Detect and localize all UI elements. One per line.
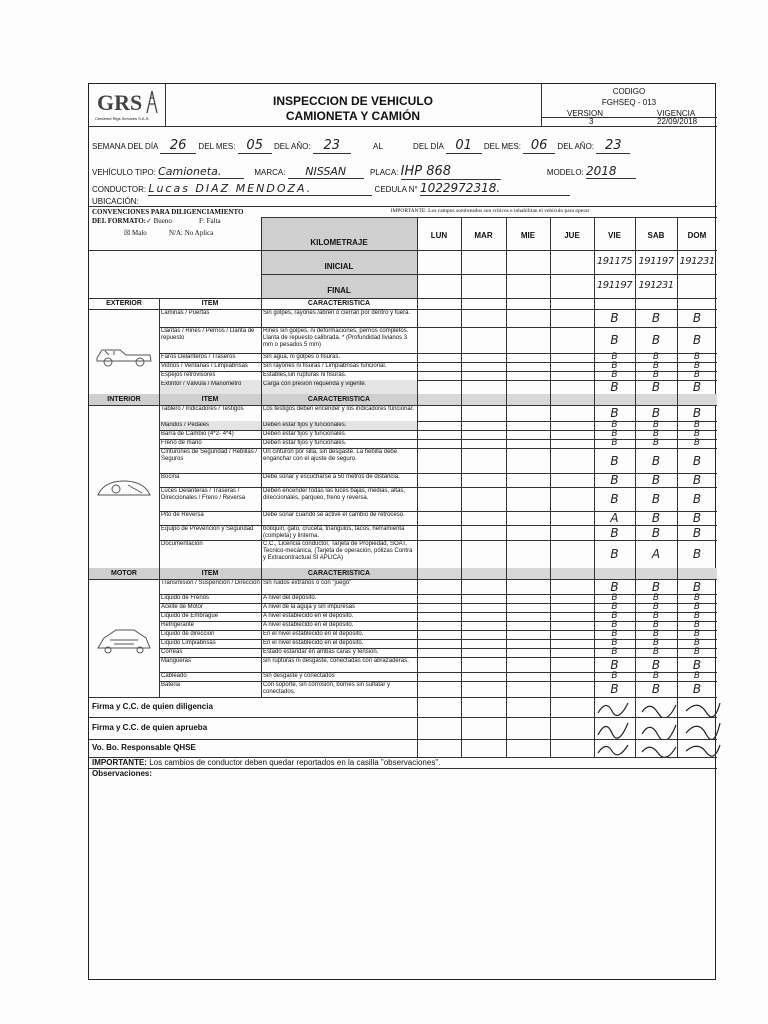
interior-mark-3-sab[interactable]: B <box>652 429 660 439</box>
exterior-item-3: Faros Delanteros / Traseros <box>161 354 236 360</box>
modelo-value[interactable]: 2018 <box>586 164 636 179</box>
motor-mark-9-sab[interactable]: B <box>651 657 661 672</box>
motor-mark-7-dom[interactable]: B <box>693 638 701 648</box>
interior-mark-5-vie[interactable]: B <box>610 453 619 468</box>
motor-car-8: Estado estandar en ambas caras y tension. <box>263 649 379 655</box>
interior-item-4: Freno de mano <box>161 440 202 446</box>
critical-fields-note: IMPORTANTE: Los campos sombreados son críticos e inhabilitan el vehículo para operar <box>390 208 590 214</box>
motor-item-9: Mangueras <box>161 658 192 664</box>
motor-mark-6-sab[interactable]: B <box>652 629 660 639</box>
interior-days-bg <box>417 394 717 405</box>
motor-car-10: Sin desgaste y conectados <box>263 673 335 679</box>
motor-mark-7-sab[interactable]: B <box>652 638 660 648</box>
motor-item-1: Transmisión / Suspención / Dirección <box>161 580 260 586</box>
exterior-car-4: Sin rayones ni fisuras / Limpiabrisas funcional. <box>263 363 387 369</box>
day-header-lun: LUN <box>430 231 448 240</box>
interior-item-10: Documentación <box>161 541 203 547</box>
version-label: VERSION <box>567 109 604 118</box>
motor-car-1: Sin ruidos extraños o con "juego" <box>263 580 352 586</box>
motor-car-header: CARACTERISTICA <box>307 570 371 577</box>
interior-mark-8-vie[interactable]: A <box>610 511 619 525</box>
motor-mark-1-dom[interactable]: B <box>692 579 702 594</box>
exterior-mark-2-dom[interactable]: B <box>692 333 702 347</box>
interior-item-6: Bocina <box>161 474 180 480</box>
interior-mark-7-sab[interactable]: B <box>651 492 661 506</box>
motor-mark-10-vie[interactable]: B <box>611 671 618 681</box>
motor-item-10: Cableado <box>161 673 187 679</box>
motor-mark-3-vie[interactable]: B <box>611 602 618 612</box>
interior-mark-2-sab[interactable]: B <box>652 420 660 430</box>
exterior-mark-3-vie[interactable]: B <box>611 352 618 362</box>
motor-car-11: Con soporte, sin corrosión, bornes sin sulfatar y conectados. <box>263 682 391 695</box>
interior-mark-7-vie[interactable]: B <box>610 492 619 506</box>
interior-mark-6-dom[interactable]: B <box>692 473 702 487</box>
exterior-item-header: ITEM <box>201 300 219 307</box>
motor-item-6: Liquido de direccion <box>161 631 215 637</box>
interior-car-10: C.C., Licencia conductor, Tarjeta de Propiedad, SOAT, Tecnico-mecánica, (Tarjeta de operación, pólizas Contra y Extracontractual SI APLICA) <box>263 541 413 561</box>
exterior-mark-6-dom[interactable]: B <box>692 380 702 394</box>
interior-car-2: Deben estar fijos y funcionales. <box>263 422 347 428</box>
interior-car-4: Deben estar fijos y funcionales. <box>263 440 347 446</box>
vigencia-label: VIGENCIA <box>657 109 696 118</box>
vigencia-value: 22/09/2018 <box>657 117 698 126</box>
car-interior-icon <box>94 475 154 503</box>
exterior-mark-1-sab[interactable]: B <box>651 311 661 325</box>
interior-car-9: botiquin, gato, cruceta, triangulos, tacos, herramienta (completa) y linterna. <box>263 526 405 539</box>
interior-car-5: Un cinturon por silla, sin desgaste. La hebilla debe enganchar con el ajuste de seguro. <box>263 449 398 462</box>
interior-item-5: Cinturones de Seguridad / Hebillas / Seguros <box>161 449 258 462</box>
exterior-mark-5-sab[interactable]: B <box>652 370 660 380</box>
interior-mark-10-vie[interactable]: B <box>610 547 619 561</box>
motor-mark-2-dom[interactable]: B <box>693 593 701 603</box>
del-ano2-label: DEL AÑO: <box>557 142 595 151</box>
tipo-label: VEHÍCULO TIPO: <box>92 168 156 177</box>
motor-mark-5-dom[interactable]: B <box>693 620 701 630</box>
interior-car-1: Los testigos deben encender y los indicadores funcionar. <box>263 406 415 412</box>
convention-na: N/A: No Aplica <box>169 229 214 237</box>
exterior-mark-1-vie[interactable]: B <box>610 311 619 325</box>
motor-mark-4-dom[interactable]: B <box>693 611 701 621</box>
signature-scribble-2 <box>594 717 724 739</box>
interior-mark-8-dom[interactable]: B <box>692 511 702 525</box>
interior-mark-2-vie[interactable]: B <box>611 420 618 430</box>
form-title-line1: INSPECCION DE VEHICULO <box>272 94 434 108</box>
motor-days-bg <box>417 568 717 579</box>
interior-mark-10-dom[interactable]: B <box>692 547 702 561</box>
logo-text: GRS <box>97 90 143 115</box>
interior-mark-4-sab[interactable]: B <box>652 438 660 448</box>
motor-mark-11-vie[interactable]: B <box>610 682 619 696</box>
interior-section-label: INTERIOR <box>107 396 141 403</box>
exterior-mark-5-vie[interactable]: B <box>611 370 618 380</box>
motor-item-2: Liquido de Frenos <box>161 595 210 601</box>
km-inicial-label: INICIAL <box>324 262 354 271</box>
oil-rig-icon <box>145 90 159 114</box>
exterior-item-1: Laminas / Puertas <box>161 310 210 316</box>
interior-mark-1-dom[interactable]: B <box>692 406 702 420</box>
day-header-jue: JUE <box>564 231 580 240</box>
motor-mark-8-vie[interactable]: B <box>611 647 618 657</box>
motor-car-7: En el nivel establecido en el depósito. <box>263 640 364 646</box>
interior-mark-3-vie[interactable]: B <box>611 429 618 439</box>
interior-mark-2-dom[interactable]: B <box>693 420 701 430</box>
exterior-car-header: CARACTERISTICA <box>307 300 371 307</box>
exterior-car-6: Carga con presión requerida y vigente. <box>263 381 367 387</box>
logo-subtitle: Centered Rigs Services S.A.S. <box>95 116 150 121</box>
motor-mark-2-sab[interactable]: B <box>652 593 660 603</box>
motor-mark-4-vie[interactable]: B <box>611 611 618 621</box>
exterior-mark-3-sab[interactable]: B <box>652 352 660 362</box>
motor-mark-3-dom[interactable]: B <box>693 602 701 612</box>
interior-item-9: Equipo de Prevención y Seguridad <box>161 526 254 532</box>
conventions-title: CONVENCIONES PARA DILIGENCIAMIENTO <box>92 208 244 216</box>
exterior-car-5: Estables,sin rupturas ni fisuras. <box>263 372 347 378</box>
marca-label: MARCA: <box>254 168 286 177</box>
motor-car-2: A nivel del depósito. <box>263 595 317 601</box>
interior-mark-9-dom[interactable]: B <box>692 525 702 540</box>
motor-mark-6-vie[interactable]: B <box>611 629 618 639</box>
motor-mark-9-vie[interactable]: B <box>610 657 619 672</box>
exterior-mark-2-vie[interactable]: B <box>610 333 619 347</box>
interior-mark-4-vie[interactable]: B <box>611 438 618 448</box>
semana-ano1[interactable]: 23 <box>313 138 351 154</box>
exterior-mark-3-dom[interactable]: B <box>693 352 701 362</box>
version-value: 3 <box>589 117 594 126</box>
exterior-item-6: Extintor / Válvula / Manometro <box>161 381 242 387</box>
week-line <box>92 138 714 154</box>
motor-item-8: Correas <box>161 649 183 655</box>
motor-mark-1-sab[interactable]: B <box>651 579 661 594</box>
interior-mark-6-sab[interactable]: B <box>651 473 661 487</box>
exterior-item-4: Vidrios / Ventanas / Limpiabrisas <box>161 363 248 369</box>
exterior-section-label: EXTERIOR <box>106 300 142 307</box>
exterior-car-1: Sin golpes, rayones /abren o cierran por dentro y fuera. <box>263 310 411 316</box>
conductor-label: CONDUCTOR: <box>92 185 147 194</box>
interior-item-8: Pito de Reversa <box>161 512 204 518</box>
km-inicial-vie[interactable]: 191175 <box>596 256 633 267</box>
exterior-mark-6-sab[interactable]: B <box>651 380 661 394</box>
interior-mark-4-dom[interactable]: B <box>693 438 701 448</box>
day-header-sab: SAB <box>647 231 665 240</box>
signature-scribble-1 <box>594 697 724 717</box>
motor-mark-5-vie[interactable]: B <box>611 620 618 630</box>
motor-mark-3-sab[interactable]: B <box>652 602 660 612</box>
exterior-car-3: Sin agua, ni golpes o fisuras. <box>263 354 341 360</box>
interior-mark-3-dom[interactable]: B <box>693 429 701 439</box>
interior-car-3: Deben estar fijos y funcionales. <box>263 431 347 437</box>
motor-car-4: A nivel establecido en el depósito. <box>263 613 354 619</box>
motor-item-5: Refrigerante <box>161 622 195 628</box>
motor-section-label: MOTOR <box>111 570 137 577</box>
motor-item-4: Liquido de Embrague <box>161 613 219 619</box>
importante-note <box>92 758 440 767</box>
exterior-mark-6-vie[interactable]: B <box>610 380 619 394</box>
motor-mark-9-dom[interactable]: B <box>692 657 702 672</box>
firma-diligencia-label: Firma y C.C. de quien diligencia <box>92 702 213 711</box>
vehicle-line <box>92 164 714 180</box>
interior-item-1: Tablero / Indicadores / Testigos <box>161 406 244 412</box>
convention-bueno: ✓ Bueno <box>146 217 172 225</box>
motor-mark-11-dom[interactable]: B <box>692 682 702 696</box>
interior-mark-9-vie[interactable]: B <box>610 525 619 540</box>
motor-mark-8-dom[interactable]: B <box>693 647 701 657</box>
interior-mark-1-vie[interactable]: B <box>610 406 619 420</box>
interior-item-header: ITEM <box>201 396 219 403</box>
motor-mark-2-vie[interactable]: B <box>611 593 618 603</box>
pickup-truck-icon <box>94 340 154 368</box>
company-logo <box>93 88 163 122</box>
codigo-label: CODIGO <box>612 87 646 96</box>
semana-dia2[interactable]: 01 <box>446 138 482 154</box>
motor-item-3: Aceite de Motor <box>161 604 204 610</box>
km-final-vie[interactable]: 191197 <box>596 280 633 291</box>
vobo-qhse-label: Vo. Bo. Responsable QHSE <box>92 743 196 752</box>
interior-mark-10-sab[interactable]: A <box>651 547 661 561</box>
motor-mark-10-dom[interactable]: B <box>693 671 701 681</box>
exterior-mark-1-dom[interactable]: B <box>692 311 702 325</box>
firma-aprueba-label: Firma y C.C. de quien aprueba <box>92 723 208 732</box>
form-title-line2: CAMIONETA Y CAMIÓN <box>285 109 421 123</box>
motor-mark-8-sab[interactable]: B <box>652 647 660 657</box>
car-engine-icon <box>94 626 154 654</box>
motor-mark-1-vie[interactable]: B <box>610 579 619 594</box>
del-mes1-label: DEL MES: <box>198 142 236 151</box>
motor-mark-5-sab[interactable]: B <box>652 620 660 630</box>
del-mes2-label: DEL MES: <box>483 142 521 151</box>
al-label: AL <box>373 142 383 151</box>
motor-mark-6-dom[interactable]: B <box>693 629 701 639</box>
motor-mark-7-vie[interactable]: B <box>611 638 618 648</box>
exterior-mark-2-sab[interactable]: B <box>651 333 661 347</box>
interior-item-7: Luces Delanteras / Traseras / Direccionales / Freno / Reversa <box>161 488 246 501</box>
motor-mark-11-sab[interactable]: B <box>651 682 661 696</box>
interior-mark-8-sab[interactable]: B <box>651 511 661 525</box>
conductor-value[interactable]: Lucas DIAZ MENDOZA. <box>148 182 372 196</box>
exterior-mark-4-sab[interactable]: B <box>652 361 660 371</box>
km-final-label: FINAL <box>327 286 351 295</box>
interior-item-2: Mandos / Pedales <box>161 422 210 428</box>
km-final-sab[interactable]: 191231 <box>638 280 674 291</box>
motor-car-5: A nivel establecido en el depósito. <box>263 622 354 628</box>
modelo-label: MODELO: <box>546 168 584 177</box>
importante-text: Los cambios de conductor deben quedar reportados en la casilla "observaciones". <box>146 758 441 767</box>
interior-mark-5-dom[interactable]: B <box>692 453 702 468</box>
semana-label: SEMANA DEL DÍA <box>92 142 158 151</box>
cedula-value[interactable]: 1022972318. <box>420 181 570 196</box>
cedula-label: CEDULA N° <box>374 185 418 194</box>
tipo-value[interactable]: Camioneta. <box>158 165 244 179</box>
ubicacion-label: UBICACIÓN: <box>92 197 139 206</box>
inspection-form <box>88 83 716 980</box>
interior-mark-5-sab[interactable]: B <box>651 453 661 468</box>
interior-mark-6-vie[interactable]: B <box>610 473 619 487</box>
interior-mark-9-sab[interactable]: B <box>651 525 661 540</box>
interior-mark-7-dom[interactable]: B <box>692 492 702 506</box>
del-dia2-label: DEL DÍA <box>413 142 444 151</box>
motor-item-11: Bateria <box>161 682 181 688</box>
motor-car-3: A nivel de la aguja y sin impuresas <box>263 604 356 610</box>
del-ano1-label: DEL AÑO: <box>273 142 311 151</box>
day-header-dom: DOM <box>687 231 707 240</box>
semana-ano2[interactable]: 23 <box>596 138 630 154</box>
semana-mes1[interactable]: 05 <box>238 138 272 154</box>
motor-mark-10-sab[interactable]: B <box>652 671 660 681</box>
observaciones-field[interactable] <box>89 780 717 979</box>
exterior-mark-4-vie[interactable]: B <box>611 361 618 371</box>
conventions-formato: DEL FORMATO: <box>92 217 146 225</box>
marca-value[interactable]: NISSAN <box>288 165 364 179</box>
interior-car-7: Deben encender todas las luces bajas, medias, altas, direccionales, parqueo, freno y reversa. <box>263 488 406 501</box>
interior-car-header: CARACTERISTICA <box>307 396 371 403</box>
convention-malo: ☒ Malo <box>124 229 147 237</box>
interior-mark-1-sab[interactable]: B <box>651 406 661 420</box>
convention-falta: F: Falta <box>199 217 221 225</box>
interior-car-8: Debe sonar cuando se active el cambio de retroceso. <box>263 512 405 518</box>
km-title: KILOMETRAJE <box>310 238 368 247</box>
km-inicial-sab[interactable]: 191197 <box>638 256 674 267</box>
exterior-item-2: Llantas / Rines / Pernos / Llanta de repuesto <box>161 328 255 341</box>
semana-mes2[interactable]: 06 <box>523 138 555 154</box>
motor-car-9: sin rupturas ni desgaste, conectadas con abrazaderas. <box>263 658 409 664</box>
placa-label: PLACA: <box>369 168 399 177</box>
semana-dia1[interactable]: 26 <box>160 138 196 154</box>
importante-label: IMPORTANTE: <box>92 758 147 767</box>
exterior-mark-5-dom[interactable]: B <box>693 370 701 380</box>
interior-item-3: Barra de Cambio (4*2- 4*4) <box>161 431 234 437</box>
signature-scribble-3 <box>594 739 724 757</box>
motor-item-header: ITEM <box>201 570 219 577</box>
placa-value[interactable]: IHP 868 <box>401 164 501 180</box>
day-header-vie: VIE <box>608 231 621 240</box>
km-inicial-dom[interactable]: 191231 <box>679 256 715 267</box>
exterior-item-5: Espejos retrovisores <box>161 372 216 378</box>
motor-mark-4-sab[interactable]: B <box>652 611 660 621</box>
exterior-car-2: Rines sin golpes, ni deformaciones, pernos completos. Llanta de repuesto calibrada. * (Profundidad livianos 3 mm o pesados 5 mm) <box>263 328 409 348</box>
interior-car-6: Debe sonar y escucharse a 50 metros de distancia. <box>263 474 400 480</box>
codigo-value: FGHSEQ - 013 <box>601 98 657 107</box>
exterior-mark-4-dom[interactable]: B <box>693 361 701 371</box>
motor-car-6: En el nivel establecido en el depósito. <box>263 631 364 637</box>
day-header-mar: MAR <box>474 231 493 240</box>
driver-line <box>92 181 714 196</box>
observaciones-label: Observaciones: <box>92 769 153 778</box>
motor-item-7: Liquido Limpiabrisas <box>161 640 216 646</box>
day-header-mie: MIE <box>520 231 536 240</box>
